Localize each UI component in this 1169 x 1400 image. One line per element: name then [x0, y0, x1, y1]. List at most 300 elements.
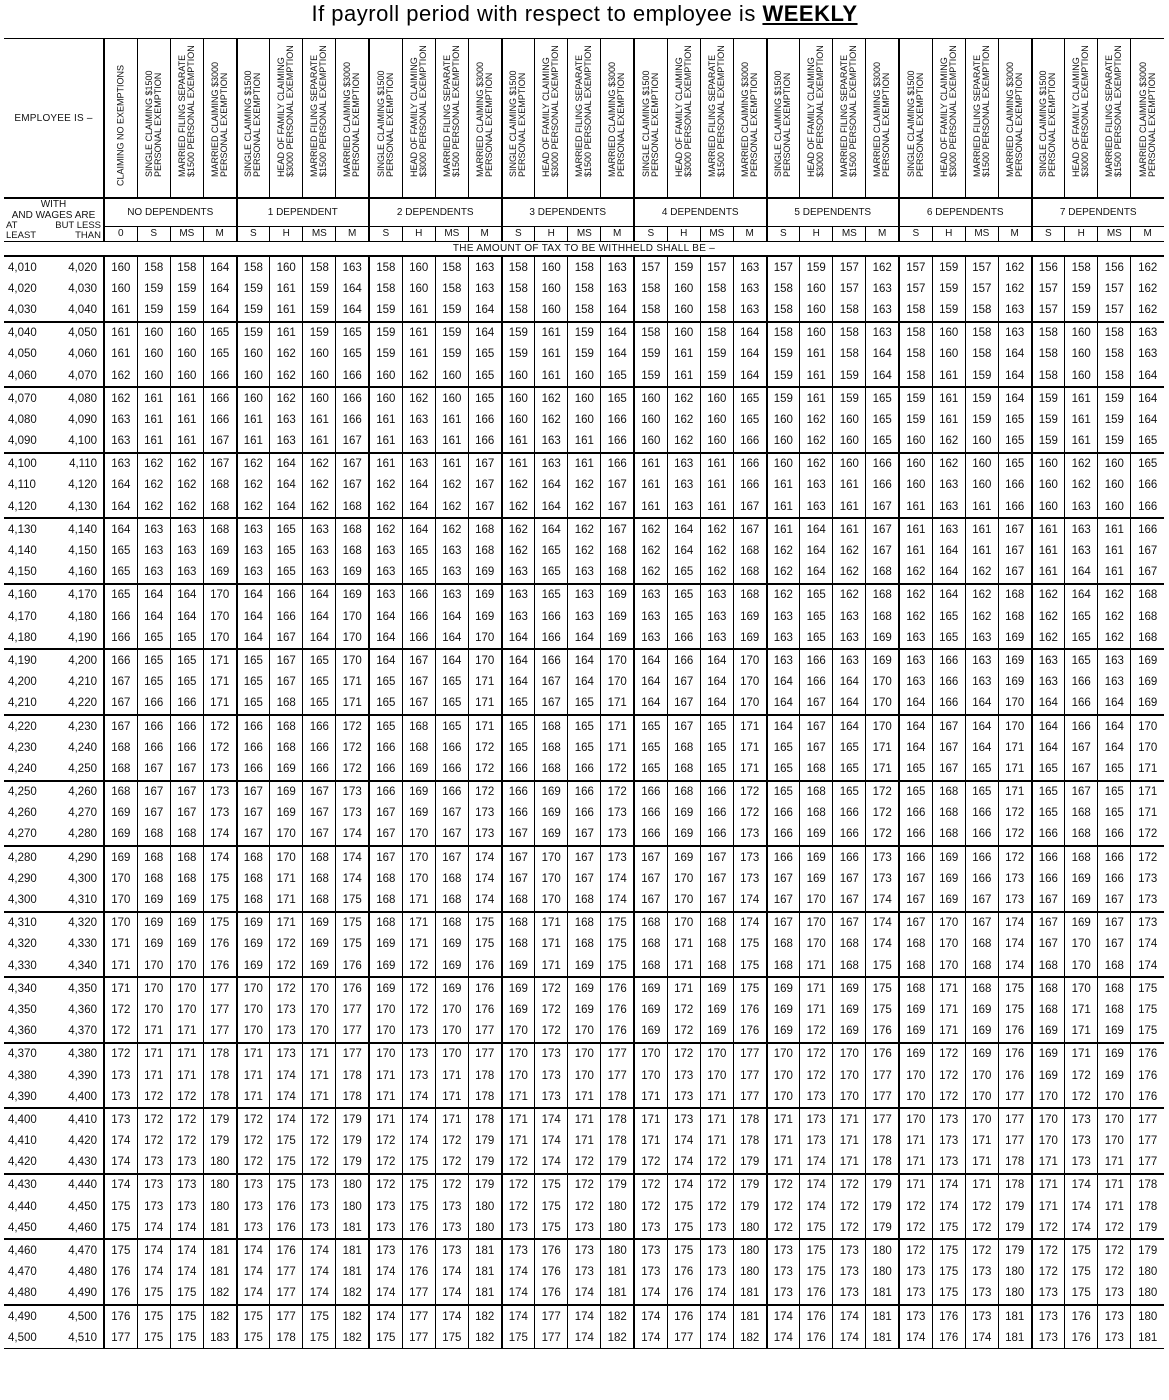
tax-cell: 168: [733, 584, 766, 606]
tax-cell: 167: [270, 627, 303, 649]
tax-cell: 166: [402, 606, 435, 627]
tax-cell: 176: [468, 999, 501, 1020]
tax-cell: 173: [634, 1262, 667, 1283]
tax-cell: 167: [800, 737, 833, 758]
tax-cell: 161: [1065, 387, 1098, 409]
at-least-cell: 4,420: [8, 1156, 37, 1169]
at-least-cell: 4,390: [8, 1090, 37, 1103]
at-least-cell: 4,100: [4, 453, 52, 475]
tax-cell: 172: [767, 1196, 800, 1217]
tax-cell: 176: [535, 1262, 568, 1283]
tax-cell: 171: [170, 1065, 203, 1086]
tax-cell: 161: [833, 496, 866, 518]
tax-cell: 176: [270, 1239, 303, 1261]
tax-cell: 170: [104, 889, 137, 911]
tax-cell: 168: [833, 955, 866, 977]
tax-cell: 165: [303, 672, 336, 693]
tax-cell: 169: [402, 758, 435, 780]
tax-cell: 163: [667, 453, 700, 475]
tax-cell: 171: [767, 1131, 800, 1152]
tax-cell: 164: [303, 584, 336, 606]
tax-cell: 164: [667, 540, 700, 561]
tax-cell: 175: [1065, 1283, 1098, 1305]
tax-cell: 161: [237, 431, 270, 453]
tax-cell: 165: [899, 781, 932, 803]
tax-cell: 173: [833, 1239, 866, 1261]
tax-cell: 181: [601, 1283, 634, 1305]
tax-cell: 171: [468, 672, 501, 693]
tax-cell: 172: [468, 758, 501, 780]
tax-cell: 163: [866, 278, 899, 299]
status-code: MS: [568, 226, 601, 241]
tax-cell: 170: [700, 1043, 733, 1065]
tax-cell: 169: [468, 584, 501, 606]
tax-cell: 165: [502, 737, 535, 758]
tax-cell: 165: [866, 431, 899, 453]
tax-cell: 165: [369, 715, 402, 737]
at-least-cell: 4,010: [8, 261, 37, 274]
tax-cell: 179: [203, 1131, 236, 1152]
at-least-cell: 4,440: [8, 1200, 37, 1213]
tax-cell: 171: [833, 1131, 866, 1152]
tax-cell: 175: [932, 1262, 965, 1283]
tax-cell: 164: [369, 649, 402, 671]
tax-cell: 169: [435, 955, 468, 977]
tax-cell: 168: [965, 955, 998, 977]
tax-cell: 159: [700, 344, 733, 365]
tax-cell: 170: [170, 999, 203, 1020]
tax-cell: 168: [800, 758, 833, 780]
tax-cell: 166: [700, 824, 733, 846]
tax-cell: 160: [965, 453, 998, 475]
status-code: S: [1032, 226, 1065, 241]
tax-cell: 167: [601, 475, 634, 496]
exemption-label: MARRIED CLAIMING $3000 PERSONAL EXEMPTION: [607, 61, 627, 177]
tax-cell: 170: [137, 955, 170, 977]
at-least-cell: 4,250: [4, 781, 52, 803]
tax-cell: 173: [237, 1174, 270, 1196]
tax-cell: 167: [833, 868, 866, 889]
tax-cell: 172: [303, 1108, 336, 1130]
tax-cell: 164: [203, 278, 236, 299]
tax-cell: 158: [700, 278, 733, 299]
tax-cell: 163: [170, 540, 203, 561]
tax-cell: 172: [203, 715, 236, 737]
tax-cell: 168: [733, 540, 766, 561]
tax-cell: 164: [700, 693, 733, 715]
tax-cell: 165: [104, 540, 137, 561]
exemption-label: MARRIED CLAIMING $3000 PERSONAL EXEMPTION: [342, 61, 362, 177]
tax-cell: 163: [402, 453, 435, 475]
tax-cell: 166: [137, 737, 170, 758]
tax-cell: 161: [170, 409, 203, 430]
tax-cell: 160: [369, 387, 402, 409]
tax-cell: 171: [237, 1086, 270, 1108]
tax-cell: 160: [700, 431, 733, 453]
tax-cell: 167: [237, 803, 270, 824]
status-code: MS: [435, 226, 468, 241]
tax-cell: 164: [833, 715, 866, 737]
tax-cell: 158: [369, 256, 402, 278]
tax-cell: 166: [965, 868, 998, 889]
tax-cell: 170: [568, 1043, 601, 1065]
tax-cell: 175: [104, 1217, 137, 1239]
tax-cell: 161: [899, 518, 932, 540]
tax-cell: 167: [435, 824, 468, 846]
tax-cell: 162: [435, 496, 468, 518]
tax-cell: 165: [568, 715, 601, 737]
header-dependents-row: [4, 198, 1164, 226]
tax-cell: 167: [998, 518, 1031, 540]
tax-cell: 160: [833, 409, 866, 430]
tax-cell: 165: [336, 322, 369, 344]
tax-cell: 164: [270, 453, 303, 475]
exemption-header: [336, 39, 369, 199]
exemption-label: MARRIED CLAIMING $3000 PERSONAL EXEMPTION: [474, 61, 494, 177]
tax-cell: 182: [733, 1327, 766, 1349]
tax-cell: 158: [767, 322, 800, 344]
tax-cell: 157: [634, 256, 667, 278]
withholding-note: THE AMOUNT OF TAX TO BE WITHHELD SHALL BE –: [4, 242, 1164, 257]
tax-cell: 168: [402, 737, 435, 758]
tax-cell: 171: [502, 1108, 535, 1130]
but-less-cell: 4,410: [52, 1108, 104, 1130]
exemption-header: [568, 39, 601, 199]
tax-cell: 176: [1065, 1327, 1098, 1349]
exemption-label: MARRIED CLAIMING $3000 PERSONAL EXEMPTION: [739, 61, 759, 177]
tax-cell: 164: [336, 278, 369, 299]
tax-cell: 180: [866, 1239, 899, 1261]
tax-cell: 171: [303, 1065, 336, 1086]
tax-cell: 169: [833, 977, 866, 999]
tax-cell: 174: [800, 1196, 833, 1217]
exemption-label: SINGLE CLAIMING $1500 PERSONAL EXEMPTION: [640, 70, 660, 177]
tax-cell: 158: [700, 322, 733, 344]
but-less-cell: 4,020: [68, 261, 97, 274]
tax-cell: 171: [899, 1131, 932, 1152]
tax-cell: 169: [601, 584, 634, 606]
tax-cell: 163: [866, 299, 899, 321]
tax-cell: 160: [1032, 496, 1065, 518]
tax-cell: 174: [1131, 934, 1164, 955]
tax-cell: 168: [1098, 977, 1131, 999]
tax-cell: 173: [998, 868, 1031, 889]
tax-cell: 165: [833, 737, 866, 758]
tax-cell: 180: [1131, 1262, 1164, 1283]
tax-cell: 174: [270, 1065, 303, 1086]
tax-cell: 165: [667, 584, 700, 606]
tax-cell: 161: [899, 496, 932, 518]
tax-cell: 169: [170, 889, 203, 911]
status-code: H: [402, 226, 435, 241]
tax-cell: 168: [733, 562, 766, 584]
tax-cell: 161: [800, 365, 833, 387]
tax-cell: 160: [1032, 453, 1065, 475]
tax-cell: 157: [899, 256, 932, 278]
status-code: S: [369, 226, 402, 241]
tax-cell: 174: [336, 846, 369, 868]
tax-cell: 169: [104, 803, 137, 824]
tax-cell: 161: [1065, 431, 1098, 453]
tax-cell: 171: [1131, 803, 1164, 824]
table-row: [4, 715, 1164, 737]
tax-cell: 163: [402, 409, 435, 430]
tax-cell: 165: [468, 365, 501, 387]
tax-cell: 175: [104, 1196, 137, 1217]
tax-cell: 171: [965, 1152, 998, 1174]
tax-cell: 175: [733, 934, 766, 955]
tax-cell: 163: [634, 584, 667, 606]
tax-cell: 160: [800, 278, 833, 299]
tax-cell: 172: [800, 1043, 833, 1065]
tax-cell: 159: [303, 299, 336, 321]
tax-cell: 163: [1032, 649, 1065, 671]
status-code: M: [203, 226, 236, 241]
tax-cell: 170: [303, 999, 336, 1020]
tax-cell: 175: [468, 912, 501, 934]
tax-cell: 164: [468, 299, 501, 321]
tax-cell: 162: [1131, 278, 1164, 299]
tax-cell: 161: [800, 344, 833, 365]
tax-cell: 159: [435, 322, 468, 344]
tax-cell: 167: [634, 846, 667, 868]
tax-cell: 170: [1032, 1086, 1065, 1108]
tax-cell: 164: [435, 627, 468, 649]
tax-cell: 165: [866, 409, 899, 430]
tax-cell: 161: [932, 365, 965, 387]
tax-cell: 179: [1131, 1217, 1164, 1239]
status-code: MS: [303, 226, 336, 241]
tax-cell: 177: [402, 1305, 435, 1327]
at-least-cell: 4,140: [8, 545, 37, 558]
tax-cell: 173: [800, 1086, 833, 1108]
tax-cell: 175: [866, 977, 899, 999]
at-least-cell: 4,220: [4, 715, 52, 737]
tax-cell: 174: [866, 934, 899, 955]
tax-cell: 163: [733, 299, 766, 321]
tax-cell: 157: [899, 278, 932, 299]
exemption-header: [965, 39, 998, 199]
exemption-header: [104, 39, 137, 199]
tax-cell: 162: [700, 562, 733, 584]
tax-cell: 162: [568, 540, 601, 561]
tax-cell: 180: [733, 1217, 766, 1239]
tax-cell: 170: [866, 693, 899, 715]
tax-cell: 163: [932, 518, 965, 540]
tax-cell: 167: [899, 912, 932, 934]
tax-cell: 159: [932, 299, 965, 321]
tax-cell: 170: [203, 584, 236, 606]
tax-cell: 158: [137, 256, 170, 278]
tax-cell: 158: [700, 299, 733, 321]
tax-cell: 160: [303, 344, 336, 365]
tax-cell: 174: [270, 1086, 303, 1108]
tax-cell: 166: [634, 824, 667, 846]
tax-cell: 176: [270, 1196, 303, 1217]
tax-cell: 172: [502, 1196, 535, 1217]
tax-cell: 169: [535, 824, 568, 846]
tax-cell: 159: [965, 365, 998, 387]
tax-cell: 161: [270, 322, 303, 344]
exemption-label: MARRIED CLAIMING $3000 PERSONAL EXEMPTION: [872, 61, 892, 177]
tax-cell: 168: [369, 889, 402, 911]
tax-cell: 172: [170, 1086, 203, 1108]
tax-cell: 165: [1065, 606, 1098, 627]
tax-cell: 164: [767, 693, 800, 715]
at-least-cell: 4,370: [4, 1043, 52, 1065]
tax-cell: 167: [203, 453, 236, 475]
tax-cell: 171: [435, 1086, 468, 1108]
tax-cell: 175: [667, 1217, 700, 1239]
dependents-header: 3 DEPENDENTS: [502, 198, 635, 226]
tax-cell: 164: [866, 365, 899, 387]
tax-cell: 168: [767, 955, 800, 977]
tax-cell: 162: [667, 431, 700, 453]
tax-cell: 167: [667, 672, 700, 693]
tax-cell: 172: [270, 977, 303, 999]
tax-cell: 171: [667, 955, 700, 977]
tax-cell: 167: [336, 453, 369, 475]
tax-cell: 173: [104, 1108, 137, 1130]
but-less-cell: 4,250: [68, 762, 97, 775]
tax-cell: 172: [137, 1108, 170, 1130]
tax-cell: 168: [336, 540, 369, 561]
tax-cell: 163: [601, 278, 634, 299]
tax-cell: 164: [170, 606, 203, 627]
tax-cell: 160: [1098, 453, 1131, 475]
tax-cell: 158: [1098, 365, 1131, 387]
tax-cell: 175: [733, 955, 766, 977]
tax-cell: 166: [468, 409, 501, 430]
tax-cell: 172: [667, 1021, 700, 1043]
tax-cell: 163: [369, 540, 402, 561]
tax-cell: 160: [170, 322, 203, 344]
tax-cell: 163: [237, 540, 270, 561]
but-less-cell: 4,350: [52, 977, 104, 999]
tax-cell: 171: [833, 1108, 866, 1130]
tax-cell: 171: [1098, 1152, 1131, 1174]
tax-cell: 159: [899, 409, 932, 430]
tax-cell: 172: [237, 1108, 270, 1130]
tax-cell: 160: [899, 453, 932, 475]
tax-cell: 170: [336, 627, 369, 649]
tax-cell: 172: [568, 1196, 601, 1217]
tax-cell: 181: [998, 1305, 1031, 1327]
tax-cell: 168: [435, 912, 468, 934]
tax-cell: 167: [137, 803, 170, 824]
tax-cell: 169: [932, 889, 965, 911]
tax-cell: 168: [203, 475, 236, 496]
tax-cell: 166: [634, 803, 667, 824]
tax-cell: 161: [1032, 540, 1065, 561]
status-code: S: [767, 226, 800, 241]
status-code: MS: [965, 226, 998, 241]
tax-cell: 164: [137, 584, 170, 606]
tax-cell: 167: [303, 803, 336, 824]
tax-cell: 174: [1065, 1174, 1098, 1196]
tax-cell: 173: [601, 803, 634, 824]
table-body: [4, 256, 1164, 1349]
tax-cell: 173: [568, 1262, 601, 1283]
table-row: [4, 781, 1164, 803]
tax-cell: 173: [369, 1196, 402, 1217]
tax-cell: 164: [369, 627, 402, 649]
tax-cell: 170: [336, 606, 369, 627]
tax-cell: 168: [468, 540, 501, 561]
tax-cell: 162: [435, 475, 468, 496]
table-row: [4, 889, 1164, 911]
tax-cell: 157: [833, 278, 866, 299]
tax-cell: 161: [965, 540, 998, 561]
tax-cell: 160: [402, 278, 435, 299]
tax-cell: 174: [998, 934, 1031, 955]
tax-cell: 162: [137, 475, 170, 496]
tax-cell: 168: [1065, 824, 1098, 846]
tax-cell: 177: [270, 1283, 303, 1305]
tax-cell: 182: [203, 1305, 236, 1327]
title-prefix: If payroll period with respect to employee is: [311, 1, 756, 26]
tax-cell: 161: [899, 540, 932, 561]
tax-cell: 163: [568, 606, 601, 627]
exemption-label: HEAD OF FAMILY CLAIMING $3000 PERSONAL EXEMPTION: [541, 45, 561, 177]
table-row: [4, 1108, 1164, 1130]
tax-cell: 159: [137, 278, 170, 299]
tax-cell: 162: [568, 518, 601, 540]
tax-cell: 175: [998, 977, 1031, 999]
tax-cell: 173: [369, 1239, 402, 1261]
tax-cell: 164: [667, 518, 700, 540]
but-less-cell: 4,100: [68, 435, 97, 448]
tax-cell: 165: [402, 562, 435, 584]
tax-cell: 175: [502, 1327, 535, 1349]
tax-cell: 166: [833, 803, 866, 824]
tax-cell: 164: [965, 693, 998, 715]
tax-cell: 173: [303, 1196, 336, 1217]
tax-cell: 173: [1131, 868, 1164, 889]
tax-cell: 165: [667, 606, 700, 627]
tax-cell: 166: [767, 803, 800, 824]
tax-cell: 172: [104, 1043, 137, 1065]
tax-cell: 171: [932, 999, 965, 1020]
tax-cell: 162: [104, 365, 137, 387]
exemption-header: [634, 39, 667, 199]
tax-cell: 177: [468, 1043, 501, 1065]
tax-cell: 160: [303, 387, 336, 409]
tax-cell: 167: [303, 781, 336, 803]
tax-cell: 172: [899, 1196, 932, 1217]
tax-cell: 162: [369, 475, 402, 496]
tax-cell: 178: [601, 1108, 634, 1130]
tax-cell: 175: [270, 1152, 303, 1174]
tax-cell: 157: [833, 256, 866, 278]
at-least-cell: 4,200: [8, 676, 37, 689]
tax-cell: 167: [237, 824, 270, 846]
tax-cell: 169: [203, 540, 236, 561]
exemption-label: MARRIED CLAIMING $3000 PERSONAL EXEMPTION: [1004, 61, 1024, 177]
tax-cell: 159: [965, 387, 998, 409]
tax-cell: 171: [402, 889, 435, 911]
tax-cell: 165: [634, 715, 667, 737]
tax-cell: 170: [833, 1065, 866, 1086]
tax-cell: 165: [998, 453, 1031, 475]
tax-cell: 163: [104, 409, 137, 430]
tax-cell: 162: [402, 387, 435, 409]
tax-cell: 169: [634, 977, 667, 999]
tax-cell: 167: [1065, 758, 1098, 780]
tax-cell: 165: [899, 758, 932, 780]
tax-cell: 172: [932, 1086, 965, 1108]
tax-cell: 168: [1032, 999, 1065, 1020]
